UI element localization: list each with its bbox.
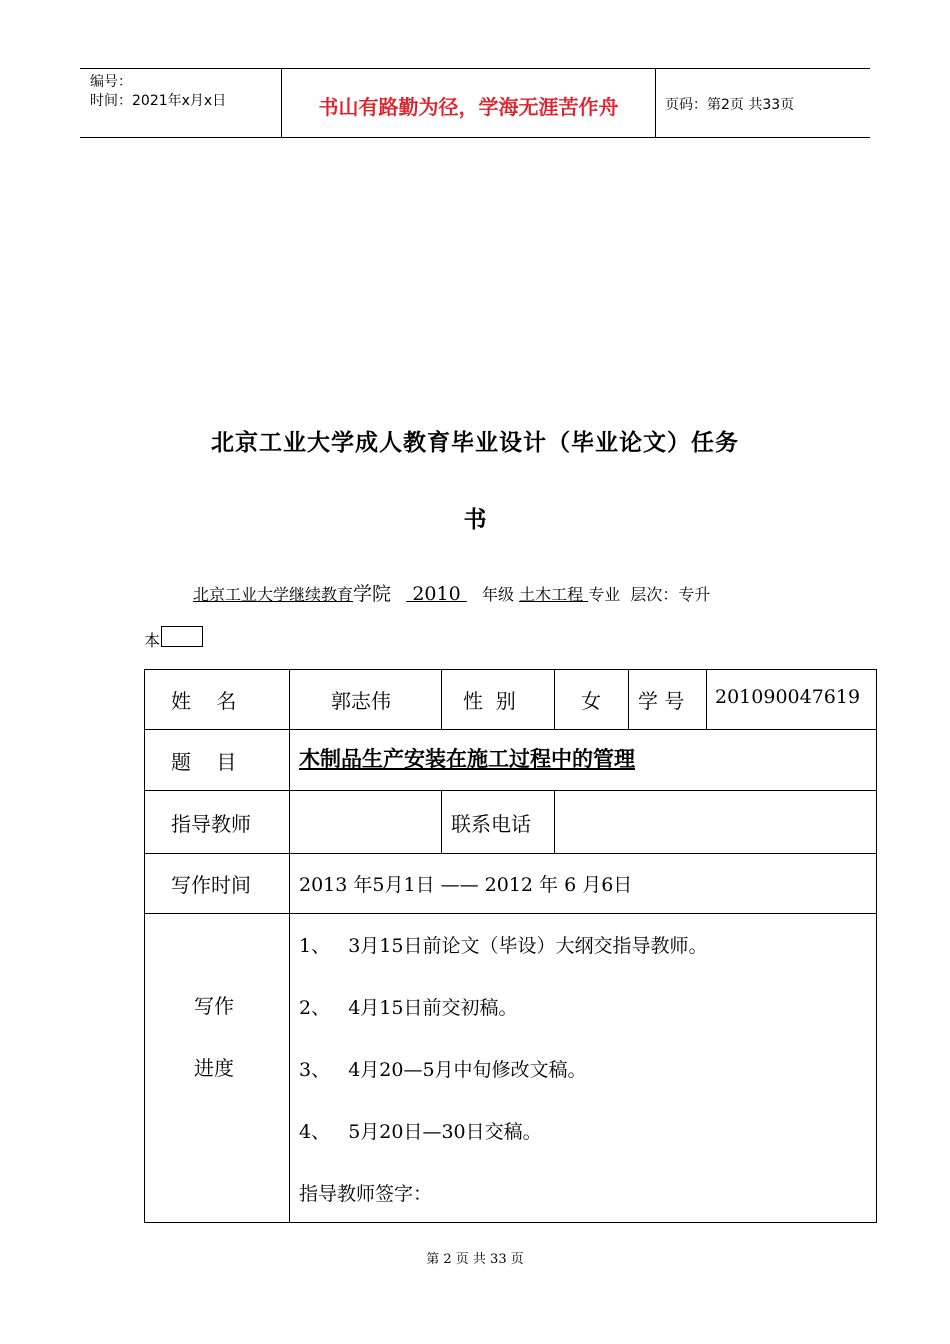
header-meta [90,73,226,111]
table-rule [628,670,629,729]
table-rule [441,790,442,853]
progress-item-4: 4、 5月20日—30日交稿。 [299,1121,542,1143]
college-name: 北京工业大学继续教育 [193,585,354,604]
phone-label: 联系电话 [451,812,531,836]
code-label: 编号： [90,74,132,90]
grade-label: 年级 [482,585,515,604]
grade-year: 2010 [406,583,467,605]
table-rule [145,790,876,791]
college-suffix: 学院 [353,583,392,605]
table-rule [289,670,290,1223]
writing-time-label: 写作时间 [171,873,251,897]
table-rule [554,670,555,729]
name-label: 姓 名 [171,689,237,713]
page-footer: 第 2 页 共 33 页 [426,1252,524,1267]
document-title-cont: 书 [463,507,487,533]
header-motto: 书山有路勤为径，学海无涯苦作舟 [318,95,619,119]
gender-value: 女 [581,689,601,713]
table-rule [145,913,876,914]
gender-label: 性 别 [463,689,516,713]
major-label: 专业 [588,585,621,604]
progress-item-3: 3、 4月20—5月中旬修改文稿。 [299,1059,587,1081]
name-value: 郭志伟 [331,689,391,713]
progress-label: 写作 [194,994,234,1018]
table-rule [706,670,707,729]
student-id-label: 学 号 [638,689,685,713]
student-id-value: 201090047619 [715,686,861,708]
table-rule [145,729,876,730]
document-header [80,68,870,138]
table-rule [441,670,442,729]
time-label: 时间：2021年x月x日 [90,93,227,109]
major-name: 土木工程 [519,585,589,604]
level-box [161,626,203,647]
document-title: 北京工业大学成人教育毕业设计（毕业论文）任务 [211,430,739,456]
school-line [193,579,710,606]
progress-item-2: 2、 4月15日前交初稿。 [299,997,518,1019]
level-label: 层次：专升 [630,585,711,604]
table-rule [554,790,555,853]
writing-time-value: 2013 年5月1日 —— 2012 年 6 月6日 [299,874,633,896]
topic-label: 题 目 [171,750,237,774]
advisor-label: 指导教师 [171,812,251,836]
task-table [144,669,877,1223]
progress-item-1: 1、 3月15日前论文（毕设）大纲交指导教师。 [299,935,708,957]
progress-label-cont: 进度 [194,1056,234,1080]
header-page-info: 页码：第2页 共33页 [665,97,795,113]
table-rule [145,853,876,854]
header-divider [655,69,656,137]
level-cont: 本 [144,631,161,650]
topic-value: 木制品生产安装在施工过程中的管理 [299,746,635,771]
signature-label: 指导教师签字： [299,1183,433,1205]
